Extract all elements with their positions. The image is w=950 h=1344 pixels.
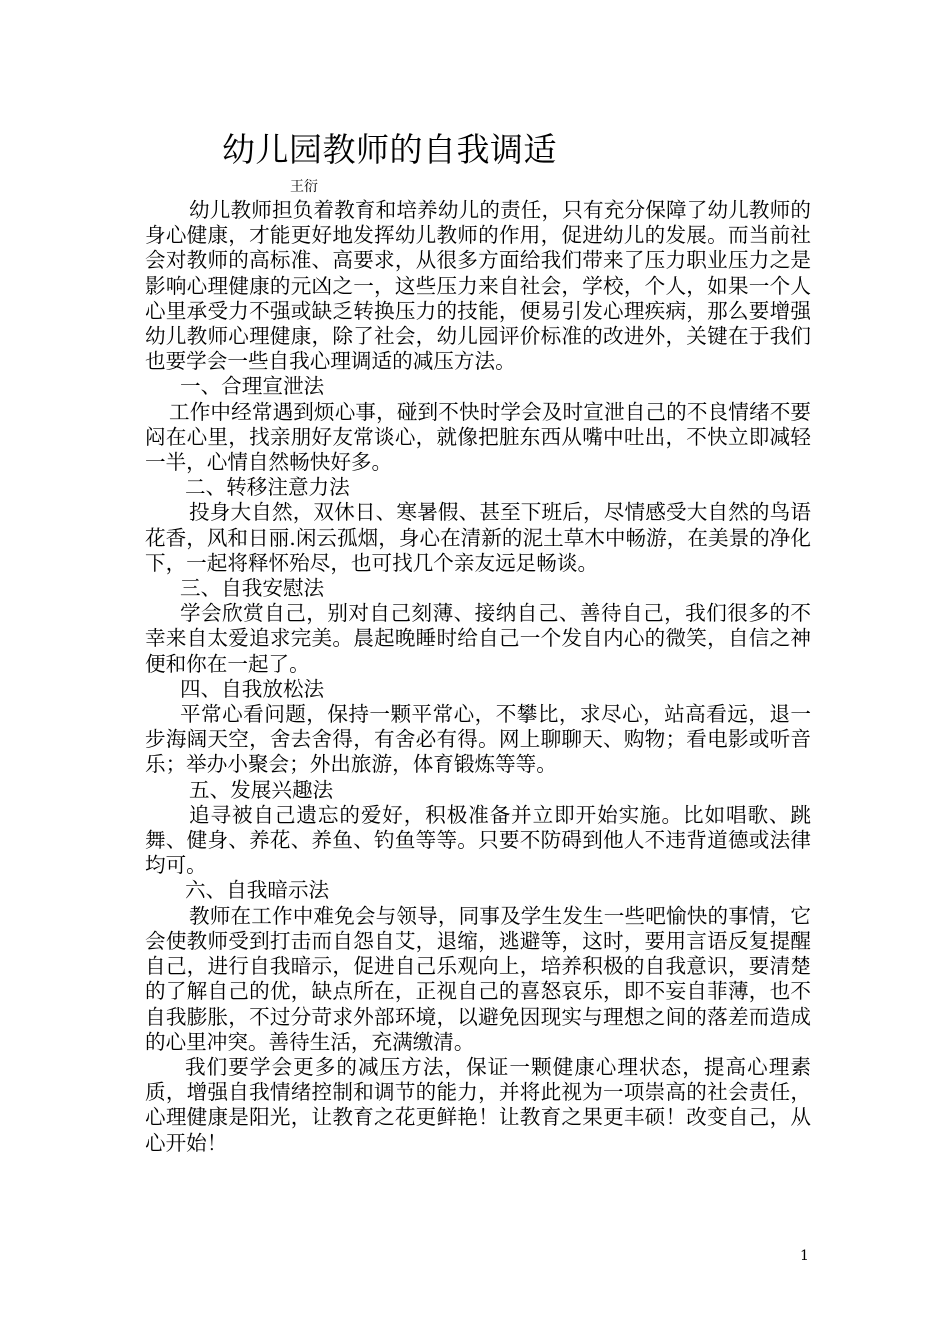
page-number: 1 (800, 1248, 809, 1264)
section-paragraph-6: 教师在工作中难免会与领导，同事及学生发生一些吧愉快的事情，它会使教师受到打击而自怨自艾，退缩，逃避等，这时，要用言语反复提醒自己，进行自我暗示，促进自己乐观向上，培养积极的自我意识，要清楚的了解自己的优，缺点所在，正视自己的喜怒哀乐，即不妄自菲薄，也不自我膨胀，不过分苛求外部环境，以避免因现实与理想之间的落差而造成的心里冲突。善待生活，充满缴清。 (145, 903, 811, 1054)
intro-paragraph: 幼儿教师担负着教育和培养幼儿的责任，只有充分保障了幼儿教师的身心健康，才能更好地发挥幼儿教师的作用，促进幼儿的发展。而当前社会对教师的高标准、高要求，从很多方面给我们带来了压力职业压力之是影响心理健康的元凶之一，这些压力来自社会，学校，个人，如果一个人心里承受力不强或缺乏转换压力的技能，便易引发心理疾病，那么要增强幼儿教师心理健康，除了社会，幼儿园评价标准的改进外，关键在于我们也要学会一些自我心理调适的减压方法。 (145, 198, 811, 374)
conclusion-paragraph: 我们要学会更多的减压方法，保证一颗健康心理状态，提高心理素质，增强自我情绪控制和调节的能力，并将此视为一项崇高的社会责任，心理健康是阳光，让教育之花更鲜艳！让教育之果更丰硕！改变自己，从心开始！ (145, 1054, 811, 1155)
author-name: 王衍 (290, 179, 318, 195)
section-paragraph-4: 平常心看问题，保持一颗平常心，不攀比，求尽心，站高看远，退一步海阔天空，舍去舍得，有舍必有得。网上聊聊天、购物；看电影或听音乐；举办小聚会；外出旅游，体育锻炼等等。 (145, 702, 811, 777)
section-paragraph-2: 投身大自然，双休日、寒暑假、甚至下班后，尽情感受大自然的鸟语花香，风和日丽.闲云孤烟，身心在清新的泥土草木中畅游，在美景的净化下，一起将释怀殆尽，也可找几个亲友远足畅谈。 (145, 500, 811, 575)
section-paragraph-5: 追寻被自己遗忘的爱好，积极准备并立即开始实施。比如唱歌、跳舞、健身、养花、养鱼、钓鱼等等。只要不防碍到他人不违背道德或法律均可。 (145, 802, 811, 878)
section-heading-2: 二、转移注意力法 (185, 475, 350, 500)
section-paragraph-3: 学会欣赏自己，别对自己刻薄、接纳自己、善待自己，我们很多的不幸来自太爱追求完美。晨起晚睡时给自己一个发自内心的微笑，自信之神便和你在一起了。 (145, 601, 811, 676)
document-title: 幼儿园教师的自我调适 (222, 130, 557, 169)
section-heading-1: 一、合理宣泄法 (180, 374, 325, 399)
section-heading-5: 五、发展兴趣法 (189, 777, 334, 802)
document-body (145, 198, 811, 1156)
section-heading-6: 六、自我暗示法 (185, 878, 330, 903)
section-paragraph-1: 工作中经常遇到烦心事，碰到不快时学会及时宣泄自己的不良情绪不要闷在心里，找亲朋好友常谈心，就像把脏东西从嘴中吐出，不快立即减轻一半，心情自然畅快好多。 (145, 399, 811, 475)
section-heading-4: 四、自我放松法 (180, 676, 325, 701)
section-heading-3: 三、自我安慰法 (180, 576, 325, 601)
